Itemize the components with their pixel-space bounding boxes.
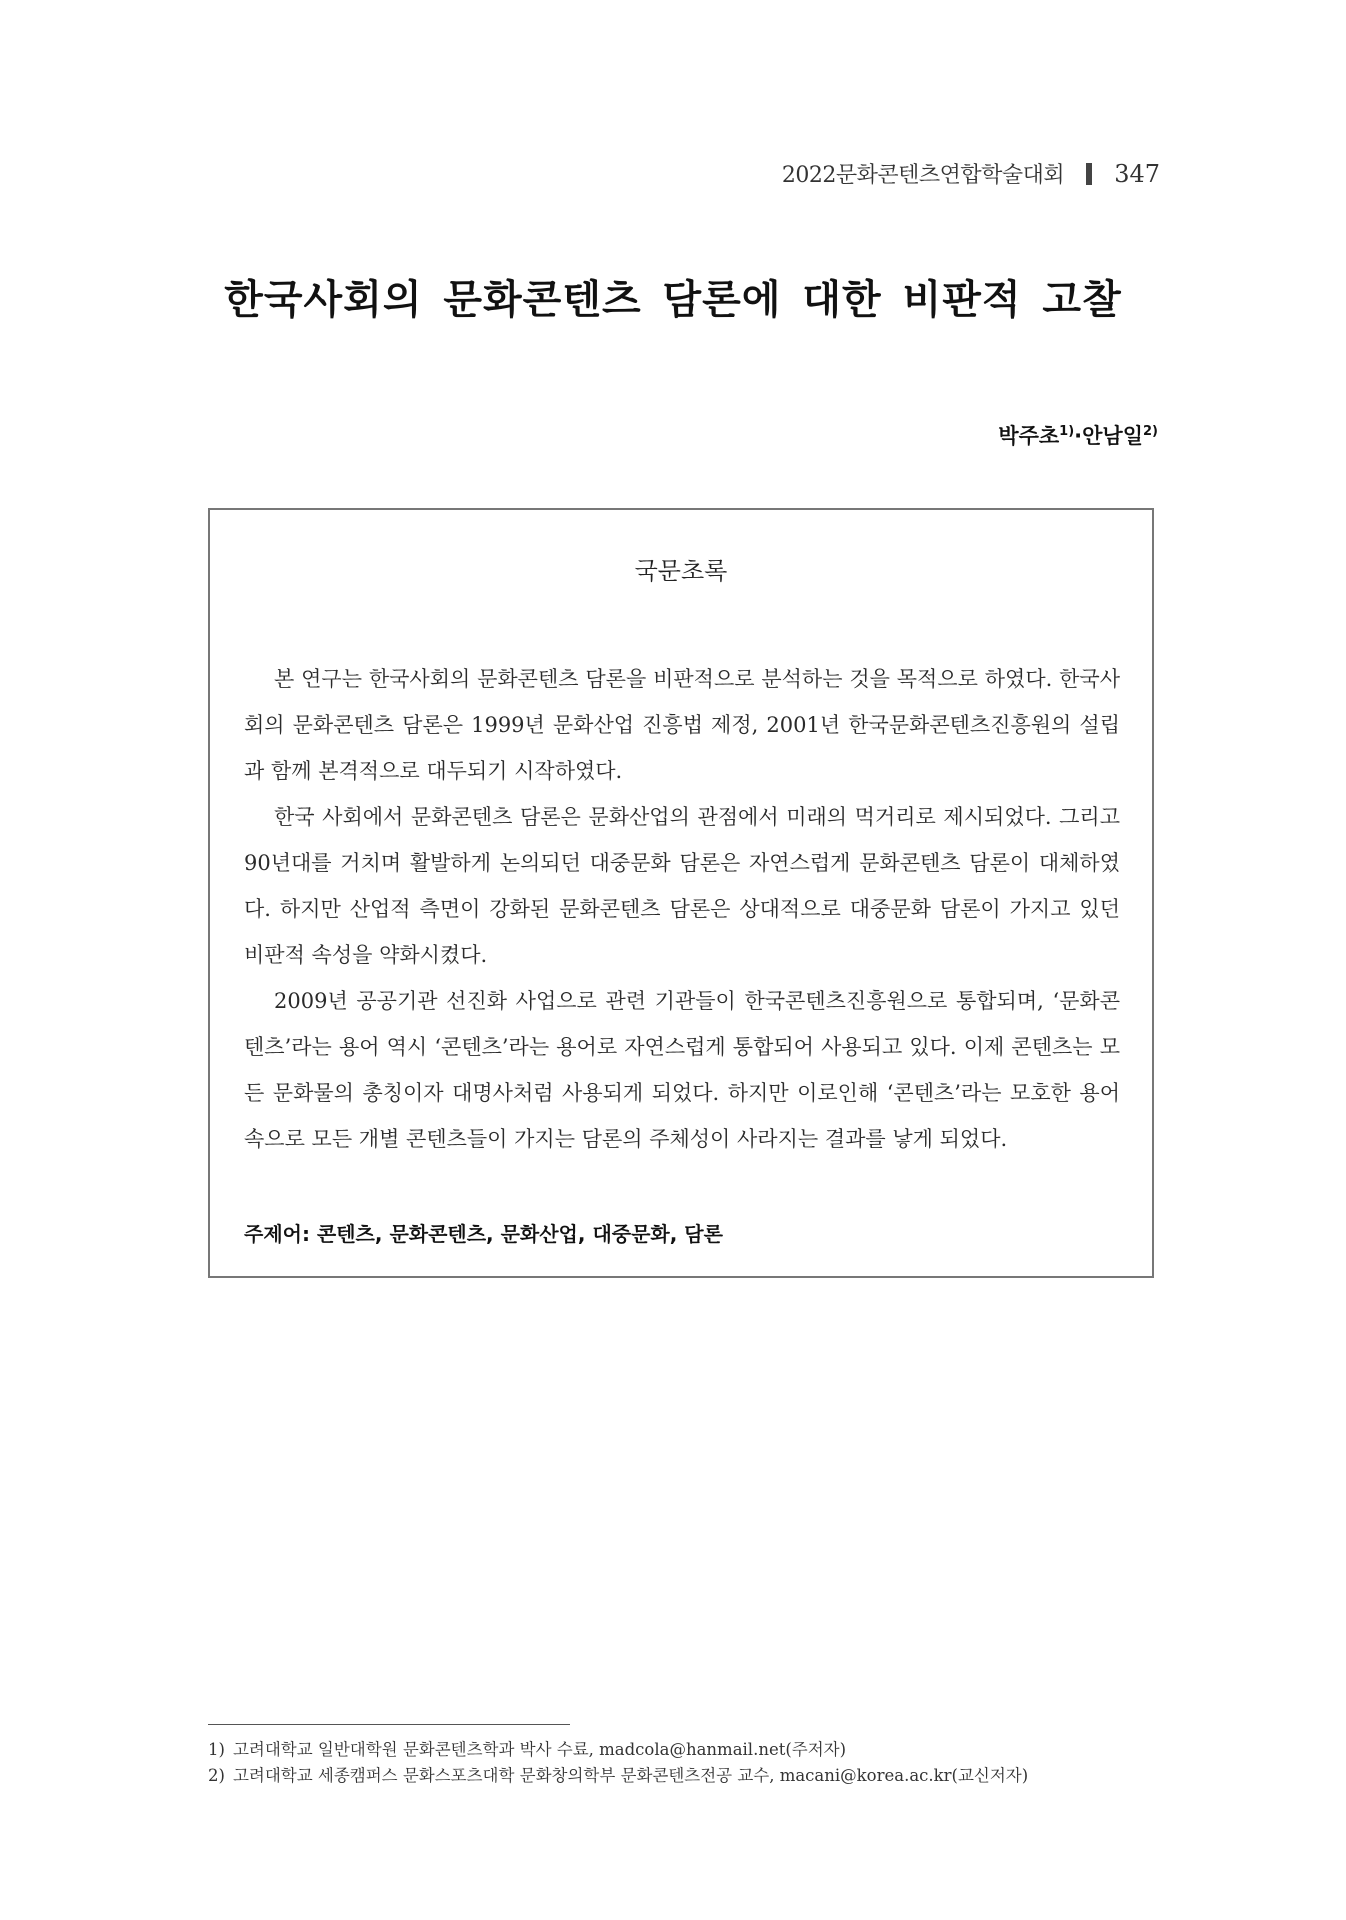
conference-name: 2022문화콘텐츠연합학술대회 [781,163,1065,188]
footnote [208,1763,1154,1789]
footnotes [208,1737,1154,1789]
header-separator-bar [1086,163,1092,185]
footnote-text: 고려대학교 일반대학원 문화콘텐츠학과 박사 수료, madcola@hanmail.net(주저자) [232,1740,847,1759]
paper-title: 한국사회의 문화콘텐츠 담론에 대한 비판적 고찰 [224,277,1122,323]
page-number: 347 [1114,159,1160,188]
author-name: 박주초 [998,424,1060,448]
author-name: 안남일 [1082,424,1143,448]
author-separator: · [1074,424,1083,448]
footnote-mark: 1) [1059,424,1075,439]
author-line [998,420,1158,450]
abstract-paragraph: 한국 사회에서 문화콘텐츠 담론은 문화산업의 관점에서 미래의 먹거리로 제시되었다. 그리고 90년대를 거치며 활발하게 논의되던 대중문화 담론은 자연스럽게 문화콘텐츠 담론이 대체하였다. 하지만 산업적 측면이 강화된 문화콘텐츠 담론은 상대적으로 대중문화 담론이 가지고 있던 비판적 속성을 약화시켰다. [244,805,1120,967]
abstract-body [244,656,1120,1162]
footnote-text: 고려대학교 세종캠퍼스 문화스포츠대학 문화창의학부 문화콘텐츠전공 교수, macani@korea.ac.kr(교신저자) [232,1766,1029,1785]
running-header [782,158,1160,189]
abstract-heading: 국문초록 [634,557,728,585]
abstract-box [208,508,1154,1278]
footnote-mark: 2) [1143,424,1158,439]
abstract-paragraph: 본 연구는 한국사회의 문화콘텐츠 담론을 비판적으로 분석하는 것을 목적으로 하였다. 한국사회의 문화콘텐츠 담론은 1999년 문화산업 진흥법 제정, 2001년 한국문화콘텐츠진흥원의 설립과 함께 본격적으로 대두되기 시작하였다. [244,667,1120,783]
footnote-number: 1) [208,1740,225,1759]
footnote-number: 2) [208,1766,225,1785]
footnote-divider [208,1724,570,1725]
footnote [208,1737,1154,1763]
abstract-paragraph: 2009년 공공기관 선진화 사업으로 관련 기관들이 한국콘텐츠진흥원으로 통합되며, ‘문화콘텐츠’라는 용어 역시 ‘콘텐츠’라는 용어로 자연스럽게 통합되어 사용되고 있다. 이제 콘텐츠는 모든 문화물의 총칭이자 대명사처럼 사용되게 되었다. 하지만 이로인해 ‘콘텐츠’라는 모호한 용어 속으로 모든 개별 콘텐츠들이 가지는 담론의 주체성이 사라지는 결과를 낳게 되었다. [244,989,1120,1151]
keywords: 주제어: 콘텐츠, 문화콘텐츠, 문화산업, 대중문화, 담론 [244,1222,723,1246]
